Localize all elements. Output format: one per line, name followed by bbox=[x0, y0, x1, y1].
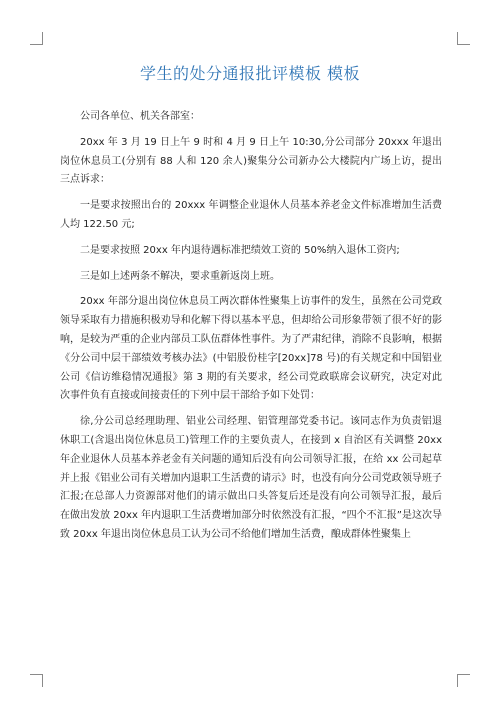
paragraph: 20xx 年 3 月 19 日上午 9 时和 4 月 9 日上午 10:30,分公司部分 20xxx 年退出岗位休息员工(分别有 88 人和 120 余人)聚集分公司新办公大楼院内广场上访，提出三点诉求： bbox=[60, 136, 442, 186]
paragraph: 一是要求按照出台的 20xxx 年调整企业退休人员基本养老金文件标准增加生活费人均 122.50 元; bbox=[60, 200, 442, 230]
document-title: 学生的处分通报批评模板 模板 bbox=[139, 64, 361, 83]
crop-mark-bottom-right bbox=[457, 674, 470, 687]
paragraph: 三是如上述两条不解决，要求重新返岗上班。 bbox=[80, 270, 280, 282]
crop-mark-bottom-left bbox=[30, 674, 43, 687]
crop-mark-top-right bbox=[457, 32, 470, 45]
paragraph: 徐,分公司总经理助理、铝业公司经理、铝管理部党委书记。该同志作为负责铝退休职工(含退出岗位休息员工)管理工作的主要负责人，在接到 x 自治区有关调整 20xx 年企业退休人员基本养老金有关问题的通知后没有向公司领导汇报，在给 xx 公司起草并上报《铝业公司有关增加内退职工生活费的请示》时，也没有向分公司党政领导班子汇报;在总部人力资源部对他们的请示做出口头答复后还是没有向公司领导汇报，最后在做出发放 20xx 年内退职工生活费增加部分时依然没有汇报，“四个不汇报”是这次导致 20xx 年退出岗位休息员工认为公司不给他们增加生活费，酿成群体性聚集上 bbox=[60, 416, 442, 540]
paragraph: 20xx 年部分退出岗位休息员工两次群体性聚集上访事件的发生，虽然在公司党政领导采取有力措施积极劝导和化解下得以基本平息，但却给公司形象带领了很不好的影响，是较为严重的企业内部员工队伍群体性事件。为了严肃纪律，消除不良影响，根据《分公司中层干部绩效考核办法》(中铝股份桂字[20xx]78 号)的有关规定和中国铝业公司《信访维稳情况通报》第 3 期的有关要求，经公司党政联席会议研究，决定对此次事件负有直接或间接责任的下列中层干部给予如下处罚： bbox=[60, 296, 442, 402]
crop-mark-top-left bbox=[30, 32, 43, 45]
salutation: 公司各单位、机关各部室： bbox=[80, 111, 200, 122]
paragraph: 二是要求按照 20xx 年内退待遇标准把绩效工资的 50%纳入退休工资内; bbox=[80, 244, 400, 256]
document-body bbox=[60, 108, 442, 552]
